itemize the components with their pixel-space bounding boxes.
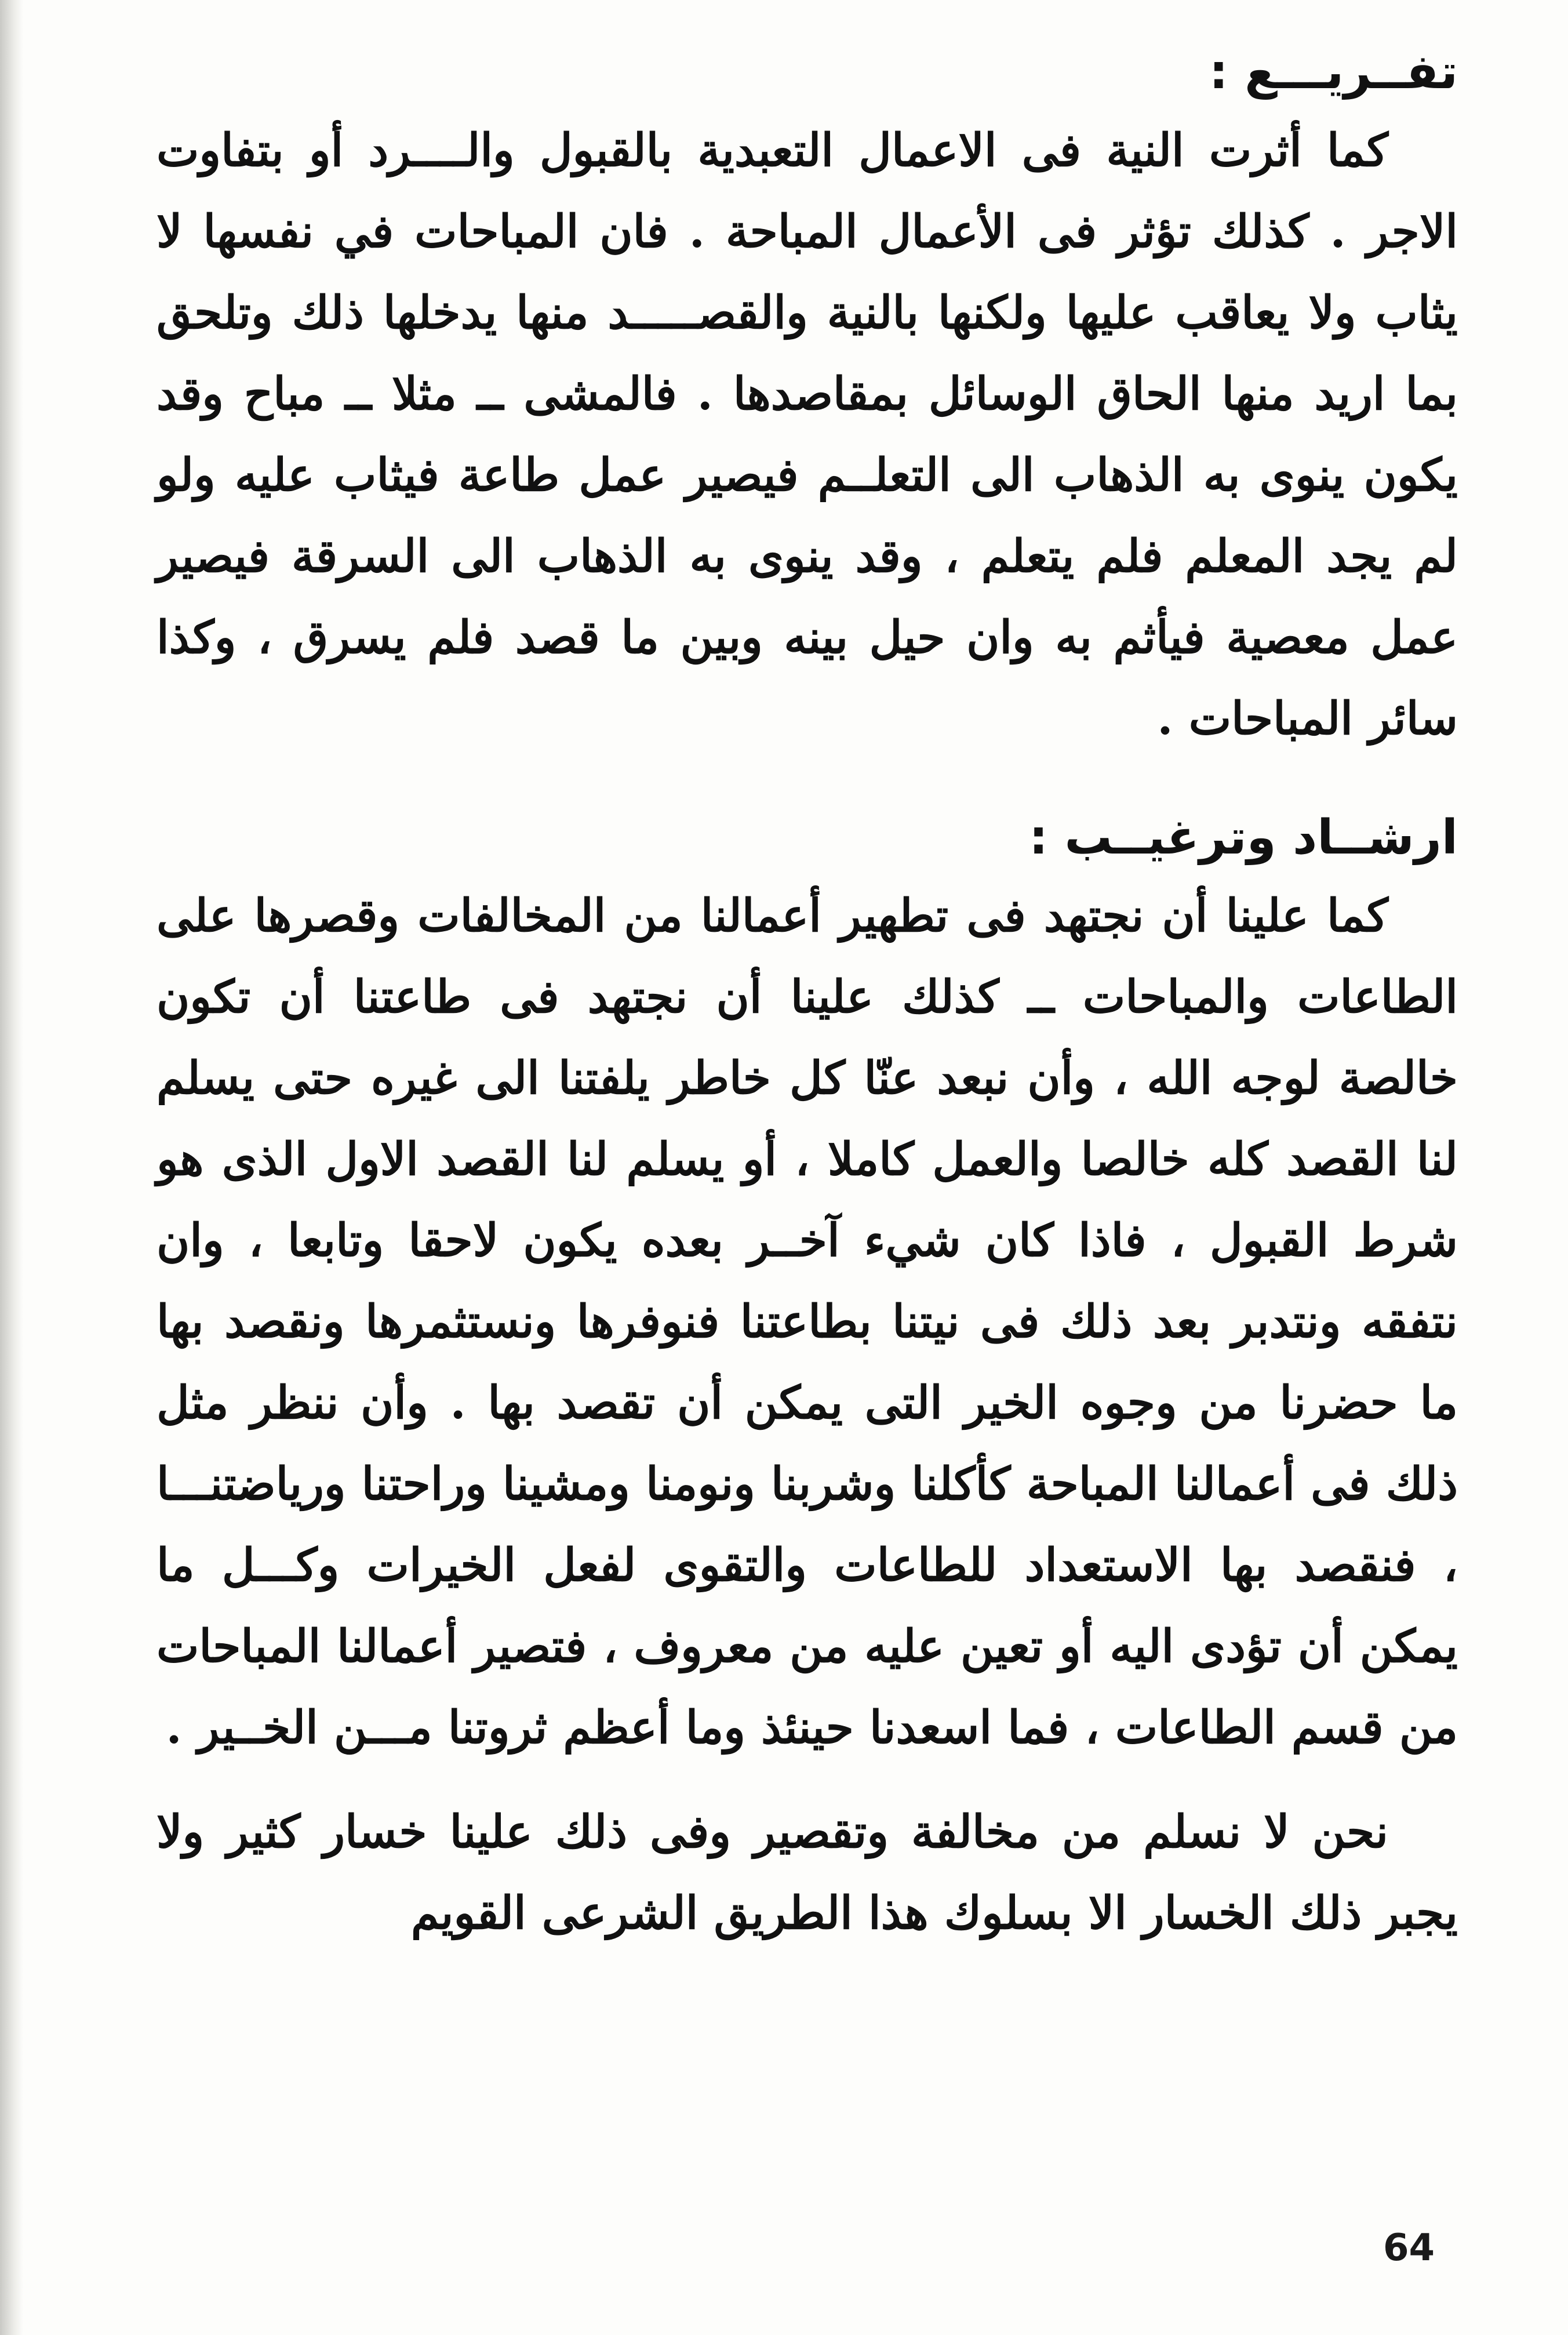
page-number: 64 — [1383, 2227, 1435, 2269]
scan-shadow-edge — [0, 0, 23, 2335]
paragraph-purifying-deeds: كما علينا أن نجتهد فى تطهير أعمالنا من المخالفات وقصرها على الطاعات والمباحات ــ كذلك علينا أن نجتهد فى طاعتنا أن تكون خالصة لوجه الله ، وأن نبعد عنّا كل خاطر يلفتنا الى غيره حتى يسلم لنا القصد كله خالصا والعمل كاملا ، أو يسلم لنا القصد الاول الذى هو شرط القبول ، فاذا كان شيء آخــر بعده يكون لاحقا وتابعا ، وان نتفقه ونتدبر بعد ذلك فى نيتنا بطاعتنا فنوفرها ونستثمرها ونقصد بها ما حضرنا من وجوه الخير التى يمكن أن تقصد بها . وأن ننظر مثل ذلك فى أعمالنا المباحة كأكلنا وشربنا ونومنا ومشينا وراحتنا ورياضتنـــا ، فنقصد بها الاستعداد للطاعات والتقوى لفعل الخيرات وكـــل ما يمكن أن تؤدى اليه أو تعين عليه من معروف ، فتصير أعمالنا المباحات من قسم الطاعات ، فما اسعدنا حينئذ وما أعظم ثروتنا مـــن الخــير . — [157, 889, 1458, 1754]
section-heading-irshad: ارشــاد وترغيــب : — [1029, 810, 1458, 865]
page-body — [157, 35, 1458, 1954]
paragraph-no-escape-from-fault: نحن لا نسلم من مخالفة وتقصير وفى ذلك علينا خسار كثير ولا يجبر ذلك الخسار الا بسلوك هذا الطريق الشرعى القويم — [157, 1806, 1458, 1940]
paragraph-intention-in-permissible-acts: كما أثرت النية فى الاعمال التعبدية بالقبول والــــرد أو بتفاوت الاجر . كذلك تؤثر فى الأعمال المباحة . فان المباحات في نفسها لا يثاب ولا يعاقب عليها ولكنها بالنية والقصـــــد منها يدخلها ذلك وتلحق بما اريد منها الحاق الوسائل بمقاصدها . فالمشى ــ مثلا ــ مباح وقد يكون ينوى به الذهاب الى التعلــم فيصير عمل طاعة فيثاب عليه ولو لم يجد المعلم فلم يتعلم ، وقد ينوى به الذهاب الى السرقة فيصير عمل معصية فيأثم به وان حيل بينه وبين ما قصد فلم يسرق ، وكذا سائر المباحات . — [157, 124, 1458, 745]
section-heading-tafri: تفــريـــع : — [1209, 45, 1458, 100]
